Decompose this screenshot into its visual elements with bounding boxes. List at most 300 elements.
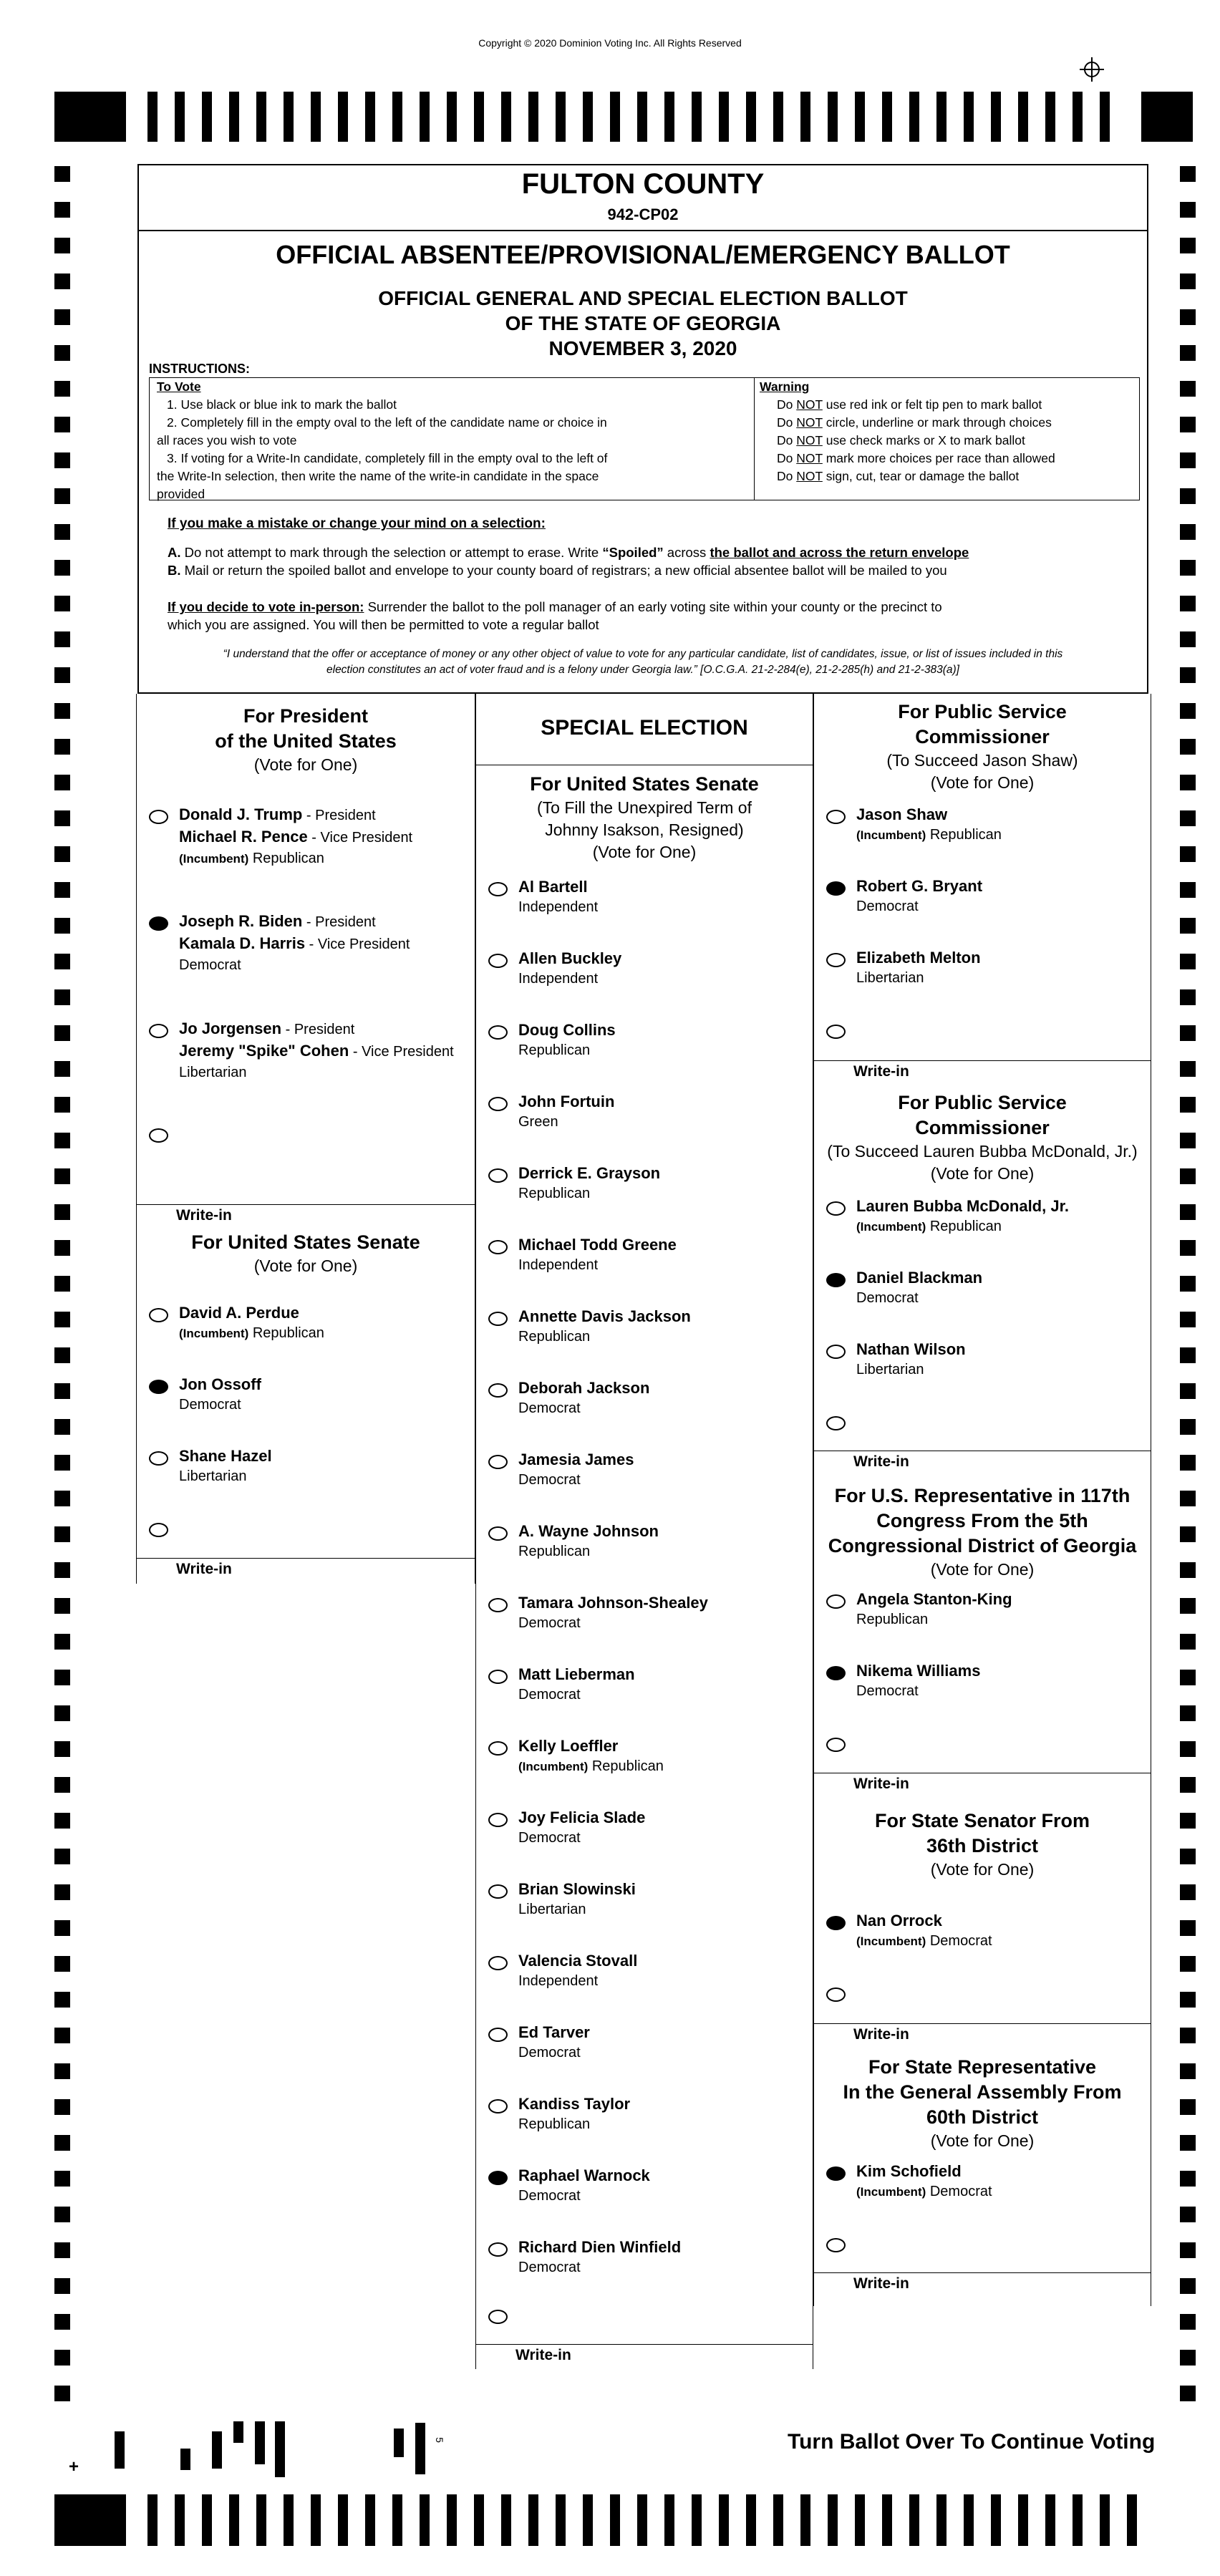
candidate-line	[856, 1267, 982, 1288]
candidate[interactable]	[518, 1091, 614, 1133]
candidate[interactable]	[518, 1664, 635, 1705]
warning-instructions	[760, 378, 1055, 485]
timing-mark	[610, 2494, 620, 2546]
candidate-name: Tamara Johnson-Shealey	[518, 1594, 708, 1612]
candidate-party	[518, 1255, 677, 1276]
party-name: Democrat	[179, 957, 241, 973]
timing-mark	[637, 92, 647, 142]
candidate[interactable]	[518, 1449, 634, 1491]
warning-text: Do	[777, 415, 797, 430]
incumbent-label: (Incumbent)	[179, 852, 249, 866]
candidate-name: Shane Hazel	[179, 1447, 272, 1465]
running-mate-role: - Vice President	[349, 1044, 454, 1060]
vote-oval[interactable]	[826, 1345, 846, 1359]
race-title-line-2: Congress From the 5th	[876, 1510, 1088, 1531]
party-name: Democrat	[518, 1400, 581, 1416]
timing-square	[1180, 1849, 1196, 1864]
incumbent-label: (Incumbent)	[856, 1220, 926, 1234]
candidate-line	[518, 2237, 681, 2257]
candidate-party	[179, 1395, 261, 1415]
candidate[interactable]	[856, 2161, 992, 2202]
timing-mark	[1045, 92, 1055, 142]
candidate-party	[856, 896, 982, 917]
candidate-line	[518, 1020, 616, 1040]
candidate[interactable]	[518, 1163, 660, 1204]
candidate-party	[518, 1040, 616, 1061]
candidate-name: A. Wayne Johnson	[518, 1522, 659, 1540]
timing-square	[1180, 2099, 1196, 2115]
timing-square	[1180, 1884, 1196, 1900]
vote-oval[interactable]	[488, 2028, 508, 2042]
timing-mark	[501, 92, 511, 142]
candidate-line	[179, 1446, 272, 1466]
timing-square	[54, 1849, 70, 1864]
candidate[interactable]	[518, 876, 598, 918]
to-vote-label: To Vote	[157, 379, 201, 394]
vote-oval[interactable]	[488, 1741, 508, 1756]
timing-mark	[719, 92, 729, 142]
write-in-line[interactable]	[813, 2023, 1151, 2024]
party-name: Libertarian	[518, 1902, 586, 1917]
timing-mark	[1141, 92, 1193, 142]
party-name: Republican	[518, 2116, 591, 2132]
candidate-party	[179, 1062, 454, 1083]
candidate-name: Al Bartell	[518, 878, 588, 896]
candidate-party	[518, 2043, 590, 2063]
party-name: Democrat	[856, 1683, 919, 1699]
vote-oval[interactable]	[488, 1025, 508, 1040]
candidate-party	[856, 1609, 1012, 1630]
timing-square	[1180, 703, 1196, 719]
timing-mark	[583, 2494, 593, 2546]
timing-mark	[229, 92, 239, 142]
candidate-party	[518, 2114, 630, 2135]
timing-square	[1180, 452, 1196, 468]
timing-square	[54, 2242, 70, 2258]
candidate[interactable]	[518, 2022, 590, 2063]
election-date: NOVEMBER 3, 2020	[548, 337, 737, 359]
candidate-name: Lauren Bubba McDonald, Jr.	[856, 1197, 1070, 1215]
candidate-line	[518, 1592, 708, 1613]
running-mate-name: Kamala D. Harris	[179, 934, 306, 952]
vote-oval[interactable]	[149, 1024, 168, 1038]
candidate-line	[518, 2022, 590, 2043]
write-in-line[interactable]	[136, 1204, 475, 1205]
incumbent-label: (Incumbent)	[856, 2185, 926, 2199]
warning-not: NOT	[796, 415, 823, 430]
vote-oval[interactable]	[488, 1956, 508, 1970]
timing-square	[54, 309, 70, 325]
turn-over-notice: Turn Ballot Over To Continue Voting	[788, 2430, 1156, 2454]
vote-oval[interactable]	[488, 2242, 508, 2257]
vote-oval[interactable]	[826, 1273, 846, 1287]
candidate[interactable]	[518, 1735, 664, 1777]
warning-item	[760, 432, 1055, 450]
warning-text: Do	[777, 433, 797, 447]
election-state: OF THE STATE OF GEORGIA	[505, 312, 781, 334]
timing-square	[54, 667, 70, 683]
timing-mark	[692, 92, 702, 142]
party-name: Independent	[518, 1973, 599, 1989]
timing-square	[54, 846, 70, 862]
candidate-name: Angela Stanton-King	[856, 1590, 1012, 1608]
vote-oval[interactable]	[488, 1598, 508, 1612]
timing-square	[54, 2063, 70, 2079]
vote-oval[interactable]	[488, 954, 508, 968]
candidate[interactable]	[856, 1660, 980, 1702]
party-name: Republican	[248, 851, 324, 866]
party-name: Democrat	[518, 1472, 581, 1488]
candidate-line	[518, 1234, 677, 1255]
timing-square	[1180, 1097, 1196, 1113]
timing-square	[54, 1598, 70, 1614]
candidate[interactable]	[856, 1267, 982, 1309]
vote-oval[interactable]	[488, 1526, 508, 1541]
timing-mark	[474, 2494, 484, 2546]
party-name: Libertarian	[856, 1362, 924, 1377]
write-in-oval[interactable]	[149, 1523, 168, 1537]
timing-mark	[175, 92, 185, 142]
timing-square	[1180, 631, 1196, 647]
party-name: Democrat	[518, 2260, 581, 2275]
candidate[interactable]	[518, 1879, 636, 1920]
write-in-label: Write-in	[853, 1063, 909, 1080]
timing-mark	[392, 92, 402, 142]
race-title-line-2: Commissioner	[915, 1117, 1050, 1138]
timing-mark	[1100, 2494, 1110, 2546]
warning-text: circle, underline or mark through choices	[822, 415, 1052, 430]
vote-oval[interactable]	[488, 2171, 508, 2185]
vote-oval[interactable]	[488, 1455, 508, 1469]
candidate[interactable]	[518, 1592, 708, 1634]
candidate-name: Kelly Loeffler	[518, 1737, 619, 1755]
race-title: For Public Service	[898, 701, 1067, 722]
candidate-name: Elizabeth Melton	[856, 949, 981, 967]
write-in-oval[interactable]	[826, 1987, 846, 2002]
timing-square	[1180, 1383, 1196, 1399]
timing-mark	[719, 2494, 729, 2546]
party-name: Republican	[926, 1219, 1002, 1234]
candidate-name: Raphael Warnock	[518, 2166, 650, 2184]
timing-square	[1180, 1419, 1196, 1435]
timing-mark	[255, 2421, 265, 2464]
timing-square	[54, 1276, 70, 1292]
warning-text: sign, cut, tear or damage the ballot	[822, 469, 1020, 483]
candidate-party	[856, 1681, 980, 1702]
warning-item	[760, 414, 1055, 432]
candidate[interactable]	[856, 1196, 1069, 1237]
candidate[interactable]	[518, 2165, 650, 2207]
timing-square	[54, 775, 70, 790]
warning-text: use red ink or felt tip pen to mark ballot	[822, 397, 1042, 412]
vote-oval[interactable]	[149, 810, 168, 824]
incumbent-label: (Incumbent)	[179, 1327, 249, 1340]
timing-square	[1180, 2063, 1196, 2079]
mistake-section	[168, 515, 546, 533]
candidate[interactable]	[856, 876, 982, 917]
candidate[interactable]	[179, 1302, 324, 1344]
candidate[interactable]	[518, 1950, 637, 1992]
candidate[interactable]	[518, 1521, 659, 1562]
candidate-party	[518, 2257, 681, 2278]
timing-square	[54, 596, 70, 611]
vote-for-instruction: (Vote for One)	[930, 1860, 1035, 1879]
write-in-label: Write-in	[176, 1207, 232, 1224]
party-name: Democrat	[926, 2184, 992, 2199]
write-in-oval[interactable]	[149, 1128, 168, 1143]
timing-square	[1180, 1670, 1196, 1685]
timing-square	[54, 1526, 70, 1542]
plus-mark-icon: +	[69, 2457, 79, 2476]
candidate-name: David A. Perdue	[179, 1304, 299, 1322]
timing-mark	[909, 2494, 919, 2546]
vote-oval[interactable]	[488, 1884, 508, 1899]
race-title: For United States Senate	[191, 1231, 420, 1253]
vote-oval[interactable]	[149, 916, 168, 931]
header-divider	[139, 230, 1147, 231]
timing-square	[54, 202, 70, 218]
candidate[interactable]	[518, 1306, 691, 1347]
candidate-party	[856, 1288, 982, 1309]
vote-oval[interactable]	[826, 1666, 846, 1680]
candidate-line	[856, 947, 981, 968]
to-vote-step-3-cont: the Write-In selection, then write the name of the write-in candidate in the space	[157, 469, 599, 483]
party-name: Democrat	[179, 1397, 241, 1413]
party-name: Republican	[588, 1758, 664, 1774]
timing-square	[54, 238, 70, 253]
candidate-party	[179, 955, 410, 976]
timing-mark	[855, 2494, 865, 2546]
candidate-line	[518, 1879, 636, 1899]
vote-oval[interactable]	[488, 882, 508, 896]
candidate-line	[856, 1910, 992, 1931]
candidate[interactable]	[856, 804, 1002, 846]
instructions-label: INSTRUCTIONS:	[149, 362, 250, 376]
candidate-line	[518, 1950, 637, 1971]
timing-square	[1180, 1061, 1196, 1077]
candidate-line	[856, 1196, 1069, 1216]
candidate-line	[518, 1377, 649, 1398]
write-in-oval[interactable]	[488, 2310, 508, 2324]
candidate[interactable]	[518, 2237, 681, 2278]
race-subtitle: (To Succeed Lauren Bubba McDonald, Jr.)	[827, 1142, 1138, 1161]
candidate[interactable]	[179, 1446, 272, 1487]
vote-oval[interactable]	[488, 1097, 508, 1111]
candidate-line	[856, 2161, 992, 2182]
write-in-oval[interactable]	[826, 1025, 846, 1039]
race-subtitle-2: Johnny Isakson, Resigned)	[545, 820, 744, 839]
warning-label: Warning	[760, 379, 810, 394]
timing-mark	[964, 2494, 974, 2546]
timing-square	[54, 1670, 70, 1685]
candidate[interactable]	[856, 1910, 992, 1952]
write-in-oval[interactable]	[826, 1738, 846, 1752]
timing-mark	[528, 92, 538, 142]
timing-square	[54, 1884, 70, 1900]
vote-oval[interactable]	[488, 1312, 508, 1326]
vote-for-instruction: (Vote for One)	[930, 1560, 1035, 1579]
candidate-party	[518, 1398, 649, 1419]
timing-square	[54, 273, 70, 289]
to-vote-step-2-cont: all races you wish to vote	[157, 433, 297, 447]
vote-oval[interactable]	[826, 953, 846, 967]
candidate[interactable]	[518, 1807, 645, 1849]
write-in-line[interactable]	[136, 1558, 475, 1559]
vote-oval[interactable]	[488, 1670, 508, 1684]
timing-square	[54, 1097, 70, 1113]
candidate-name: Jamesia James	[518, 1451, 634, 1468]
ballot-style-code: 942-CP02	[607, 205, 679, 223]
timing-square	[1180, 488, 1196, 504]
mistake-a: A. Do not attempt to mark through the selection or attempt to erase. Write “Spoiled” across the ballot and across the return envelope	[168, 545, 969, 560]
timing-square	[1180, 273, 1196, 289]
timing-mark	[773, 92, 783, 142]
timing-mark	[528, 2494, 538, 2546]
timing-mark	[1018, 2494, 1028, 2546]
vote-oval[interactable]	[149, 1308, 168, 1322]
party-name: Democrat	[518, 1615, 581, 1631]
timing-mark	[338, 92, 348, 142]
candidate[interactable]	[179, 1018, 454, 1083]
candidate[interactable]	[518, 1377, 649, 1419]
vote-oval[interactable]	[826, 881, 846, 896]
vote-oval[interactable]	[488, 1168, 508, 1183]
voter-fraud-oath: “I understand that the offer or acceptance of money or any other object of value to vote for any particular candidate, list of candidates, issue, or list of issues included in this election constitutes an act of voter fraud and is a felony under Georgia law.” [O.C.G.A. 21-2-284(e), 21-2-285(h) and 21-2-383(a)]	[223, 648, 1063, 676]
vote-oval[interactable]	[826, 2166, 846, 2181]
timing-square	[54, 1455, 70, 1471]
timing-square	[54, 345, 70, 361]
party-name: Democrat	[518, 1830, 581, 1846]
timing-square	[1180, 1777, 1196, 1793]
warning-text: Do	[777, 397, 797, 412]
timing-mark	[256, 2494, 266, 2546]
warning-not: NOT	[796, 397, 823, 412]
write-in-oval[interactable]	[826, 1416, 846, 1430]
race-title-line-2: In the General Assembly From	[843, 2081, 1122, 2103]
timing-mark	[447, 92, 457, 142]
timing-mark	[1100, 92, 1110, 142]
candidate-party	[518, 1541, 659, 1562]
timing-square	[1180, 1276, 1196, 1292]
candidate[interactable]	[518, 2093, 630, 2135]
timing-square	[54, 1383, 70, 1399]
candidate[interactable]	[856, 947, 981, 989]
race-subtitle: (To Succeed Jason Shaw)	[886, 751, 1078, 770]
to-vote-step-1: 1. Use black or blue ink to mark the ballot	[167, 397, 397, 412]
footer-code-mark: 5	[433, 2437, 445, 2443]
timing-mark	[964, 92, 974, 142]
write-in-line[interactable]	[475, 2344, 813, 2345]
candidate-line	[179, 1302, 324, 1323]
in-person-line-1: If you decide to vote in-person: Surrender the ballot to the poll manager of an early voting site within your county or the precinct to	[168, 599, 942, 614]
candidate-name: Nan Orrock	[856, 1912, 942, 1929]
candidate-party	[518, 1685, 635, 1705]
race-title: For President	[243, 705, 369, 727]
write-in-line[interactable]	[813, 2272, 1151, 2273]
timing-square	[54, 954, 70, 969]
to-vote-instructions	[157, 378, 607, 503]
vote-for-instruction: (Vote for One)	[253, 1256, 358, 1275]
race-title: For State Senator From	[874, 1810, 1090, 1831]
candidate[interactable]	[518, 1234, 677, 1276]
candidate-name: Kandiss Taylor	[518, 2095, 631, 2113]
candidate[interactable]	[518, 1020, 616, 1061]
candidate-line	[518, 1163, 660, 1183]
timing-square	[54, 1491, 70, 1506]
candidate-name: John Fortuin	[518, 1093, 615, 1110]
to-vote-step-2: 2. Completely fill in the empty oval to the left of the candidate name or choice in	[167, 415, 607, 430]
timing-square	[54, 2207, 70, 2222]
timing-square	[1180, 989, 1196, 1005]
candidate-name: Robert G. Bryant	[856, 877, 983, 895]
party-name: Independent	[518, 971, 599, 987]
timing-mark	[773, 2494, 783, 2546]
timing-square	[54, 1204, 70, 1220]
candidate-party	[518, 897, 598, 918]
timing-mark	[1073, 92, 1083, 142]
warning-item	[760, 396, 1055, 414]
candidate[interactable]	[179, 911, 410, 976]
candidate[interactable]	[518, 948, 621, 989]
vote-oval[interactable]	[488, 1383, 508, 1398]
vote-oval[interactable]	[826, 810, 846, 824]
candidate[interactable]	[856, 1589, 1012, 1630]
instructions-divider	[754, 378, 755, 500]
vote-oval[interactable]	[488, 1813, 508, 1827]
party-name: Green	[518, 1114, 558, 1130]
timing-mark	[229, 2494, 239, 2546]
timing-square	[1180, 918, 1196, 934]
candidate[interactable]	[856, 1339, 966, 1380]
timing-square	[1180, 1562, 1196, 1578]
candidate-line	[179, 1374, 261, 1395]
vote-oval[interactable]	[149, 1451, 168, 1466]
timing-square	[54, 1741, 70, 1757]
timing-mark	[583, 92, 593, 142]
warning-not: NOT	[796, 469, 823, 483]
special-election-heading: SPECIAL ELECTION	[541, 716, 748, 740]
timing-square	[54, 1419, 70, 1435]
candidate[interactable]	[179, 1374, 261, 1415]
timing-mark	[1018, 92, 1028, 142]
vote-oval[interactable]	[826, 1201, 846, 1216]
timing-mark	[447, 2494, 457, 2546]
timing-square	[54, 1133, 70, 1148]
timing-square	[54, 882, 70, 898]
vote-oval[interactable]	[826, 1594, 846, 1609]
vote-oval[interactable]	[488, 1240, 508, 1254]
vote-oval[interactable]	[488, 2099, 508, 2113]
candidate-line	[179, 911, 410, 933]
timing-square	[54, 1240, 70, 1256]
timing-square	[1180, 1634, 1196, 1650]
timing-mark	[882, 92, 892, 142]
timing-mark	[800, 92, 810, 142]
write-in-oval[interactable]	[826, 2238, 846, 2252]
warning-list	[760, 396, 1055, 485]
candidate-party	[856, 2182, 992, 2202]
write-in-line[interactable]	[813, 1060, 1151, 1061]
timing-mark	[175, 2494, 185, 2546]
timing-square	[1180, 166, 1196, 182]
vote-oval[interactable]	[149, 1380, 168, 1394]
vote-oval[interactable]	[826, 1916, 846, 1930]
timing-square	[54, 918, 70, 934]
party-name: Republican	[518, 1329, 591, 1345]
candidate-party	[179, 1466, 272, 1487]
candidate[interactable]	[179, 804, 412, 869]
running-mate-role: - Vice President	[305, 936, 410, 952]
